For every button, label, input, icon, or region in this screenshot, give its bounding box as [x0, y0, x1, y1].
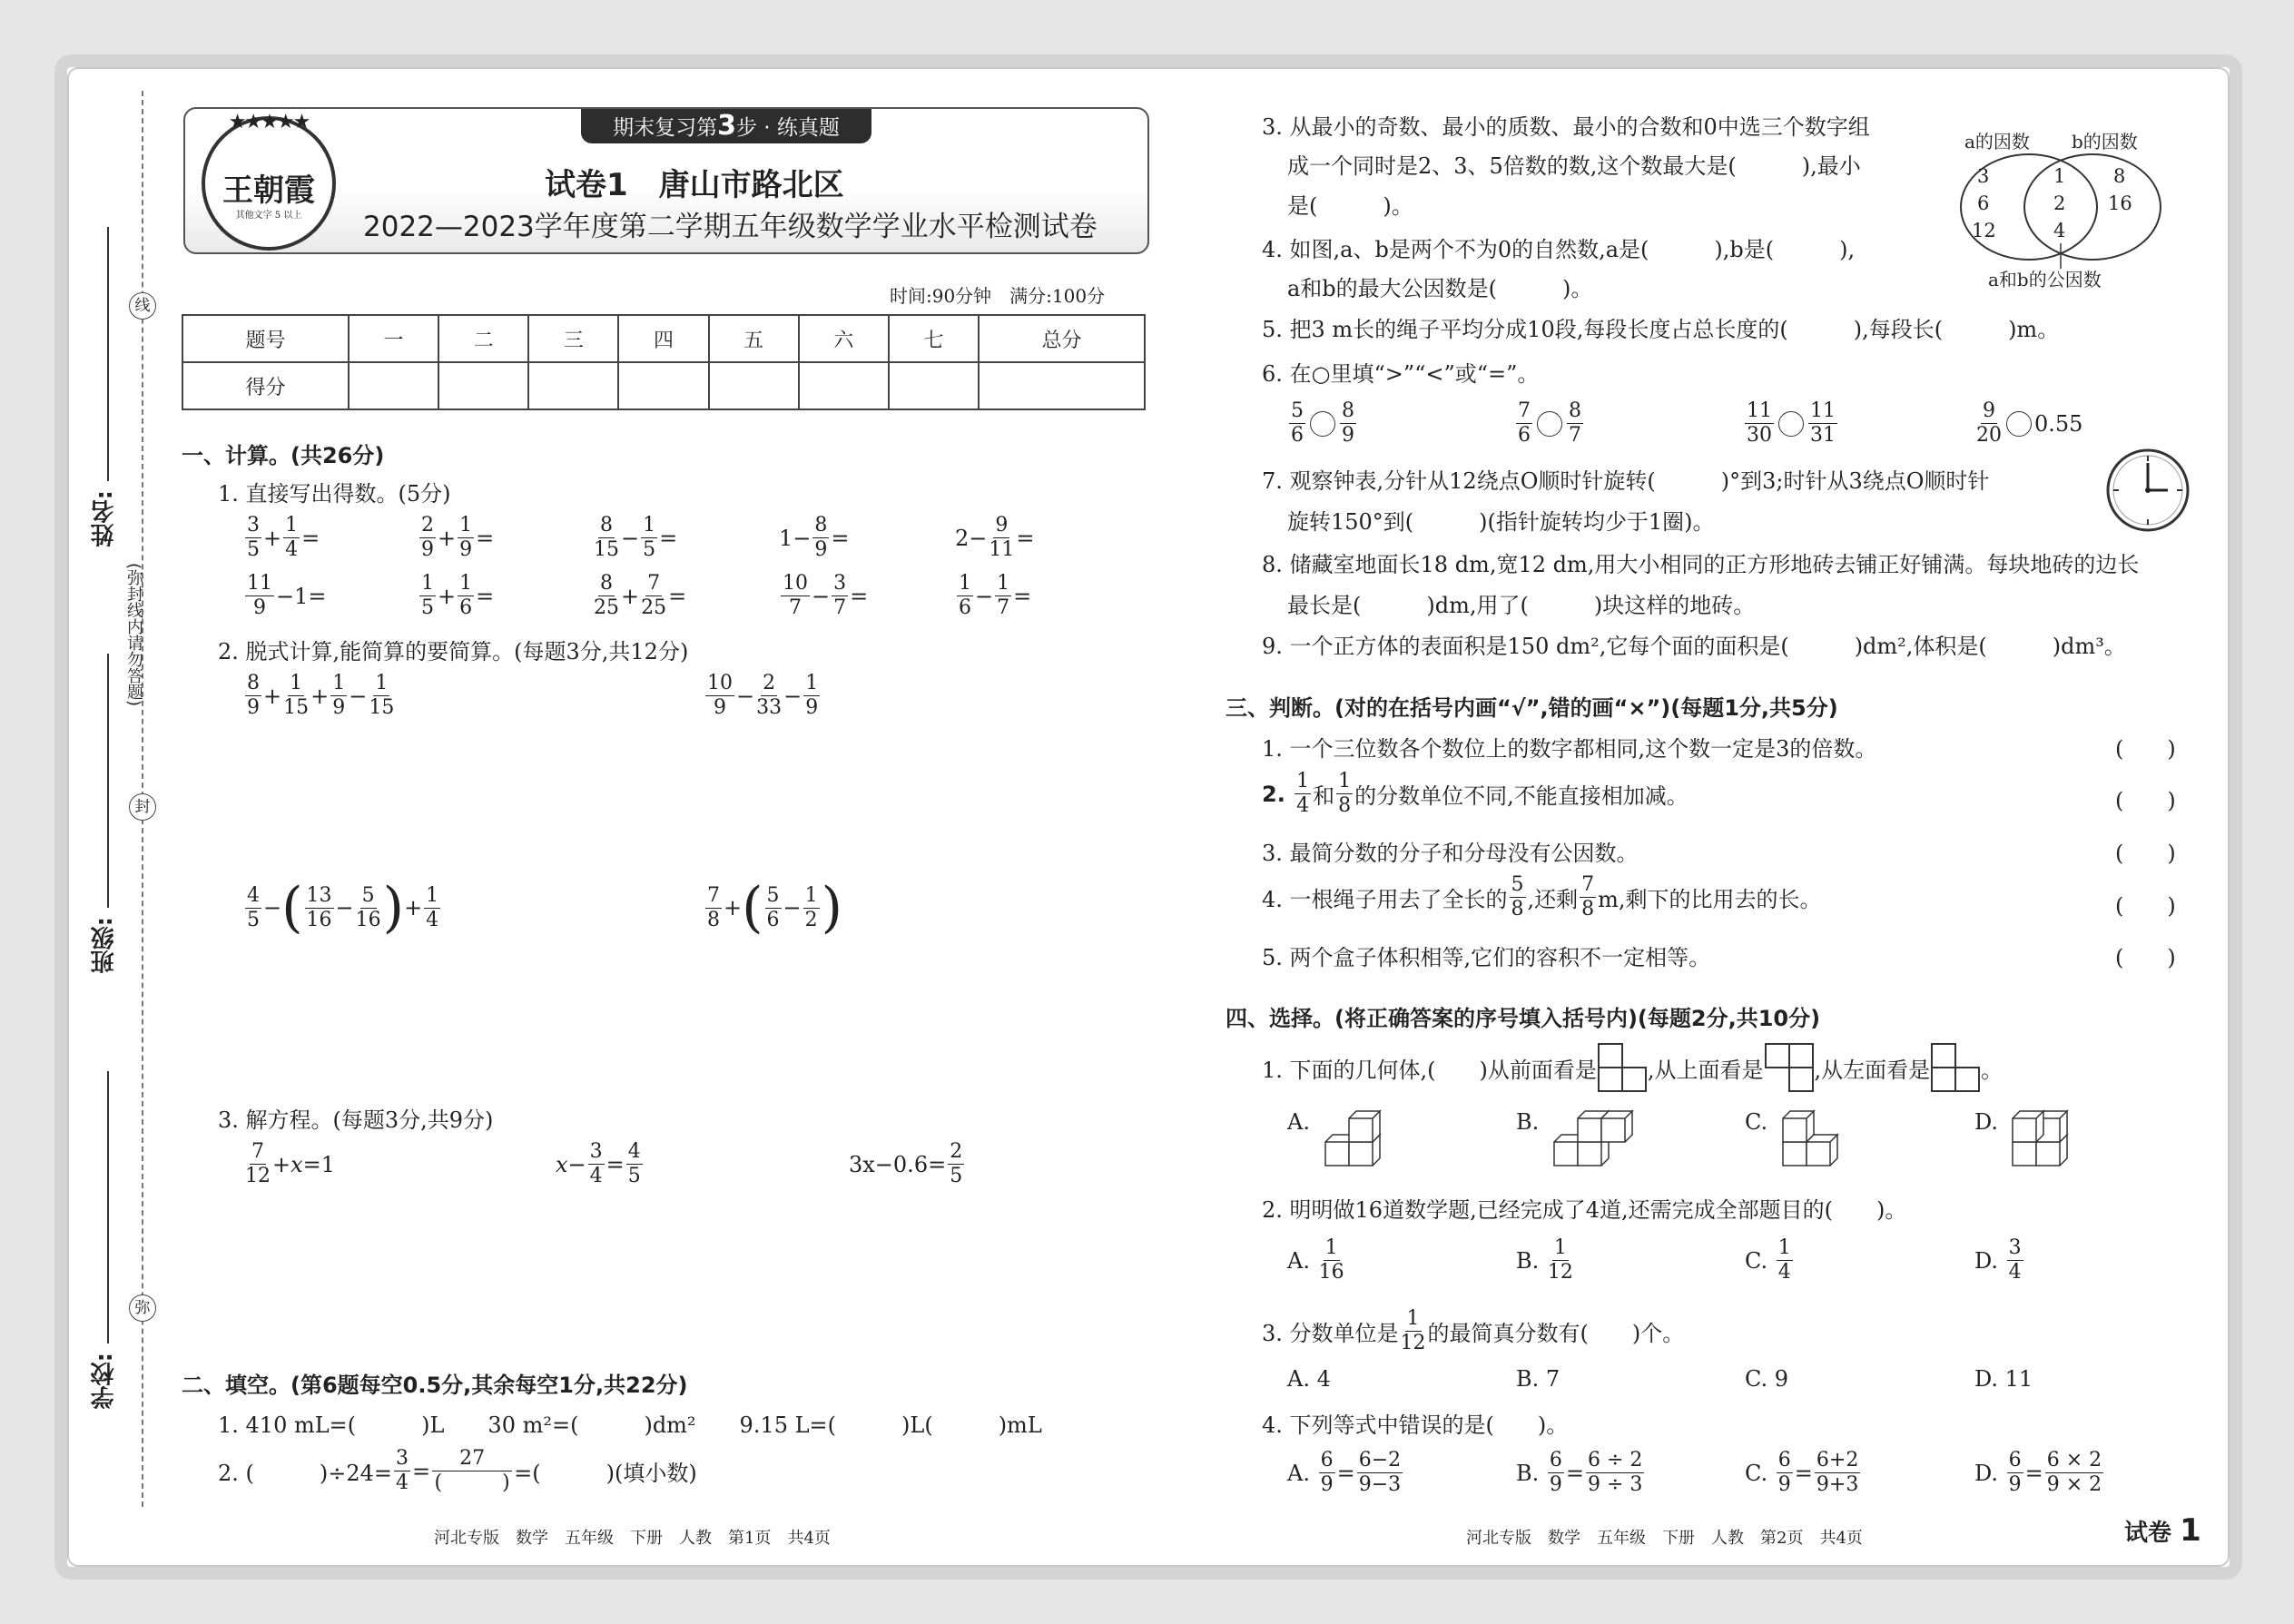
- compare-circle[interactable]: [1310, 411, 1335, 437]
- score-input-cell[interactable]: [799, 362, 889, 409]
- venn-b-label: b的因数: [2072, 131, 2138, 153]
- compare-circle[interactable]: [1537, 411, 1562, 437]
- exam-paper: [54, 54, 2242, 1580]
- cube-stack-icon: [1777, 1106, 1877, 1178]
- judge-answer-2[interactable]: ( ): [2115, 788, 2176, 813]
- exam-title: 试卷1 唐山市路北区: [545, 167, 844, 203]
- equation-1: $\frac{7}{12}$ +x=1: [245, 1140, 336, 1187]
- brand-logo: ★★★★★ 王朝霞 其他文字 5 以上: [202, 116, 336, 251]
- venn-common-1: 1: [2053, 165, 2066, 187]
- section1-title: 一、计算。(共26分): [182, 443, 385, 468]
- venn-common-label: a和b的公因数: [1988, 269, 2102, 290]
- choice-1-option-label: D.: [1974, 1109, 1999, 1135]
- s2-q1: 1. 410 mL=( )L 30 m²=( )dm² 9.15 L=( )L( )mL: [218, 1412, 1042, 1438]
- choice-2: 2. 明明做16道数学题,已经完成了4道,还需完成全部题目的( )。: [1262, 1197, 1907, 1223]
- compare-circle[interactable]: [2006, 411, 2032, 437]
- judge-answer-5[interactable]: ( ): [2115, 945, 2176, 970]
- s2-q3-line3: 是( )。: [1287, 193, 1413, 219]
- cube-stack-icon: [2007, 1106, 2107, 1178]
- mental-calc-item: $\frac{1}{5}$ + $\frac{1}{6}$ =: [421, 572, 495, 619]
- time-score-info: 时间:90分钟 满分:100分: [890, 285, 1106, 307]
- judge-5: 5. 两个盒子体积相等,它们的容积不一定相等。: [1262, 945, 1711, 970]
- s1-q3: 3. 解方程。(每题3分,共9分): [218, 1107, 494, 1133]
- venn-b-only-2: 16: [2108, 192, 2132, 214]
- s2-q3-line2: 成一个同时是2、3、5倍数的数,这个数最大是( ),最小: [1287, 153, 1861, 179]
- choice-3-a: A. 4: [1287, 1366, 1331, 1392]
- score-header-cell: 总分: [979, 315, 1145, 362]
- choice-2-d: D. $\frac{3}{4}$: [1974, 1236, 2022, 1284]
- s2-q3: 3. 从最小的奇数、最小的质数、最小的合数和0中选三个数字组: [1262, 114, 1870, 140]
- venn-a-label: a的因数: [1964, 131, 2030, 153]
- equation-2: x − $\frac{3}{4}$ = $\frac{4}{5}$: [556, 1140, 641, 1187]
- s2-q7: 7. 观察钟表,分针从12绕点O顺时针旋转( )°到3;时针从3绕点O顺时针: [1262, 468, 1990, 494]
- mental-calc-item: 1− $\frac{8}{9}$ =: [779, 514, 850, 561]
- exam-badge: 试卷 1: [2124, 1512, 2201, 1549]
- venn-common-3: 4: [2053, 220, 2066, 241]
- margin-school-label: 学校:: [91, 1353, 118, 1410]
- score-header-cell: 六: [799, 315, 889, 362]
- margin-name-label: 姓名:: [91, 490, 118, 547]
- s2-q8-line2: 最长是( )dm,用了( )块这样的地砖。: [1287, 593, 1756, 618]
- choice-1: 1. 下面的几何体,( )从前面看是 ,从上面看是 ,从左面看是 。: [1262, 1042, 2003, 1093]
- equation-3: 3x−0.6= $\frac{2}{5}$: [849, 1140, 963, 1187]
- footer-left: 河北专版 数学 五年级 下册 人教 第1页 共4页: [434, 1529, 831, 1548]
- venn-a-only-3: 12: [1972, 220, 1996, 241]
- school-underline[interactable]: [107, 1071, 109, 1343]
- calc-expr-3: $\frac{4}{5}$ − ( $\frac{13}{16}$ − $\frac{5}{16}$ ) + $\frac{1}{4}$: [247, 876, 439, 940]
- s2-q6: 6. 在○里填“>”“<”或“=”。: [1262, 361, 1540, 387]
- judge-1: 1. 一个三位数各个数位上的数字都相同,这个数一定是3的倍数。: [1262, 736, 1877, 762]
- score-input-cell[interactable]: [618, 362, 708, 409]
- judge-4: 4. 一根绳子用去了全长的 $\frac{5}{8}$ ,还剩 $\frac{7}{8}$ m,剩下的比用去的长。: [1262, 873, 1822, 920]
- margin-circle-seal: 封: [129, 793, 156, 821]
- mental-calc-item: $\frac{8}{15}$ − $\frac{1}{5}$ =: [594, 514, 678, 561]
- section3-title: 三、判断。(对的在括号内画“√”,错的画“×”)(每题1分,共5分): [1226, 695, 1838, 721]
- s1-q1: 1. 直接写出得数。(5分): [218, 481, 451, 507]
- margin-circle-mi: 弥: [129, 1294, 156, 1322]
- score-table: [182, 314, 1146, 410]
- score-header-cell: 五: [709, 315, 799, 362]
- s2-q4-line2: a和b的最大公因数是( )。: [1287, 276, 1593, 301]
- left-view-icon: [1930, 1042, 1981, 1093]
- exam-subtitle: 2022—2023学年度第二学期五年级数学学业水平检测试卷: [363, 211, 1098, 243]
- score-input-cell[interactable]: [889, 362, 979, 409]
- choice-2-a: A. $\frac{1}{16}$: [1287, 1236, 1344, 1284]
- compare-2: $\frac{7}{6}$ $\frac{8}{7}$: [1518, 399, 1581, 447]
- compare-circle[interactable]: [1778, 411, 1804, 437]
- judge-3: 3. 最简分数的分子和分母没有公因数。: [1262, 841, 1639, 866]
- venn-a-only-2: 6: [1977, 192, 1990, 214]
- s2-q9: 9. 一个正方体的表面积是150 dm²,它每个面的面积是( )dm²,体积是( )dm³。: [1262, 634, 2126, 659]
- calc-expr-4: $\frac{7}{8}$ + ( $\frac{5}{6}$ − $\frac{1}{2}$ ): [707, 876, 843, 940]
- venn-common-2: 2: [2053, 192, 2066, 214]
- judge-answer-4[interactable]: ( ): [2115, 893, 2176, 919]
- review-step-tab: 期末复习第3步 · 练真题: [581, 109, 871, 143]
- judge-2: 2. $\frac{1}{4}$ 和 $\frac{1}{8}$ 的分数单位不同,不能直接相加减。: [1262, 770, 1689, 817]
- choice-3-c: C. 9: [1745, 1366, 1789, 1392]
- mental-calc-item: $\frac{2}{9}$ + $\frac{1}{9}$ =: [421, 514, 495, 561]
- cube-stack-icon: [1320, 1106, 1420, 1178]
- name-underline[interactable]: [107, 227, 109, 481]
- score-header-cell: 四: [618, 315, 708, 362]
- score-label-cell: 得分: [182, 362, 349, 409]
- margin-class-label: 班级:: [91, 917, 118, 974]
- front-view-icon: [1597, 1042, 1648, 1093]
- choice-4-a: A. $\frac{6}{9}$ = $\frac{6-2}{9-3}$: [1287, 1449, 1402, 1496]
- s2-q2: 2. ( )÷24= $\frac{3}{4}$ = $\frac{27}{( )}$ =( )(填小数): [218, 1447, 697, 1494]
- section4-title: 四、选择。(将正确答案的序号填入括号内)(每题2分,共10分): [1226, 1006, 1821, 1031]
- calc-expr-1: $\frac{8}{9}$ + $\frac{1}{15}$ + $\frac{1}{9}$ − $\frac{1}{15}$: [247, 672, 395, 719]
- class-underline[interactable]: [107, 654, 109, 908]
- score-header-cell: 二: [438, 315, 528, 362]
- choice-3-b: B. 7: [1516, 1366, 1561, 1392]
- choice-4-c: C. $\frac{6}{9}$ = $\frac{6+2}{9+3}$: [1745, 1449, 1859, 1496]
- judge-answer-1[interactable]: ( ): [2115, 736, 2176, 762]
- choice-1-option-label: A.: [1287, 1109, 1310, 1135]
- margin-note: (弥封线内请勿答题): [124, 563, 143, 707]
- choice-1-option-label: C.: [1745, 1109, 1768, 1135]
- top-view-icon: [1764, 1042, 1815, 1093]
- mental-calc-item: $\frac{3}{5}$ + $\frac{1}{4}$ =: [247, 514, 320, 561]
- mental-calc-item: 2− $\frac{9}{11}$ =: [955, 514, 1035, 561]
- s2-q7-line2: 旋转150°到( )(指针旋转均少于1圈)。: [1287, 509, 1715, 535]
- choice-4-b: B. $\frac{6}{9}$ = $\frac{6 \div 2}{9 \div 3}$: [1516, 1449, 1643, 1496]
- score-input-cell[interactable]: [438, 362, 528, 409]
- choice-2-c: C. $\frac{1}{4}$: [1745, 1236, 1791, 1284]
- score-input-cell[interactable]: [979, 362, 1145, 409]
- mental-calc-item: $\frac{11}{9}$ −1=: [247, 572, 327, 619]
- s2-q8: 8. 储藏室地面长18 dm,宽12 dm,用大小相同的正方形地砖去铺正好铺满。每块地砖的边长: [1262, 552, 2140, 577]
- venn-b-only-1: 8: [2113, 165, 2126, 187]
- s2-q4: 4. 如图,a、b是两个不为0的自然数,a是( ),b是( ),: [1262, 237, 1856, 262]
- s2-q5: 5. 把3 m长的绳子平均分成10段,每段长度占总长度的( ),每段长( )m。: [1262, 317, 2060, 342]
- judge-answer-3[interactable]: ( ): [2115, 841, 2176, 866]
- choice-4: 4. 下列等式中错误的是( )。: [1262, 1412, 1569, 1438]
- mental-calc-item: $\frac{8}{25}$ + $\frac{7}{25}$ =: [594, 572, 687, 619]
- mental-calc-item: $\frac{1}{6}$ − $\frac{1}{7}$ =: [959, 572, 1032, 619]
- score-input-cell[interactable]: [528, 362, 618, 409]
- footer-right: 河北专版 数学 五年级 下册 人教 第2页 共4页: [1466, 1529, 1863, 1548]
- score-input-cell[interactable]: [349, 362, 438, 409]
- s1-q2: 2. 脱式计算,能简算的要简算。(每题3分,共12分): [218, 639, 689, 664]
- compare-1: $\frac{5}{6}$ $\frac{8}{9}$: [1291, 399, 1354, 447]
- score-header-cell: 三: [528, 315, 618, 362]
- choice-4-d: D. $\frac{6}{9}$ = $\frac{6 \times 2}{9 \times 2}$: [1974, 1449, 2102, 1496]
- score-header-cell: 一: [349, 315, 438, 362]
- choice-3-d: D. 11: [1974, 1366, 2033, 1392]
- compare-4: $\frac{9}{20}$ 0.55: [1976, 399, 2083, 447]
- score-input-cell[interactable]: [709, 362, 799, 409]
- margin-circle-line: 线: [129, 292, 156, 320]
- choice-1-option-label: B.: [1516, 1109, 1540, 1135]
- mental-calc-item: $\frac{10}{7}$ − $\frac{3}{7}$ =: [783, 572, 869, 619]
- score-header-cell: 题号: [182, 315, 349, 362]
- venn-a-only-1: 3: [1977, 165, 1990, 187]
- calc-expr-2: $\frac{10}{9}$ − $\frac{2}{33}$ − $\frac{1}{9}$: [707, 672, 819, 719]
- section2-title: 二、填空。(第6题每空0.5分,其余每空1分,共22分): [182, 1373, 688, 1398]
- choice-3: 3. 分数单位是 $\frac{1}{12}$ 的最简真分数有( )个。: [1262, 1307, 1685, 1354]
- choice-2-b: B. $\frac{1}{12}$: [1516, 1236, 1573, 1284]
- compare-3: $\frac{11}{30}$ $\frac{11}{31}$: [1747, 399, 1836, 447]
- clock-icon: [2104, 447, 2191, 534]
- cube-stack-icon: [1549, 1106, 1649, 1178]
- score-header-cell: 七: [889, 315, 979, 362]
